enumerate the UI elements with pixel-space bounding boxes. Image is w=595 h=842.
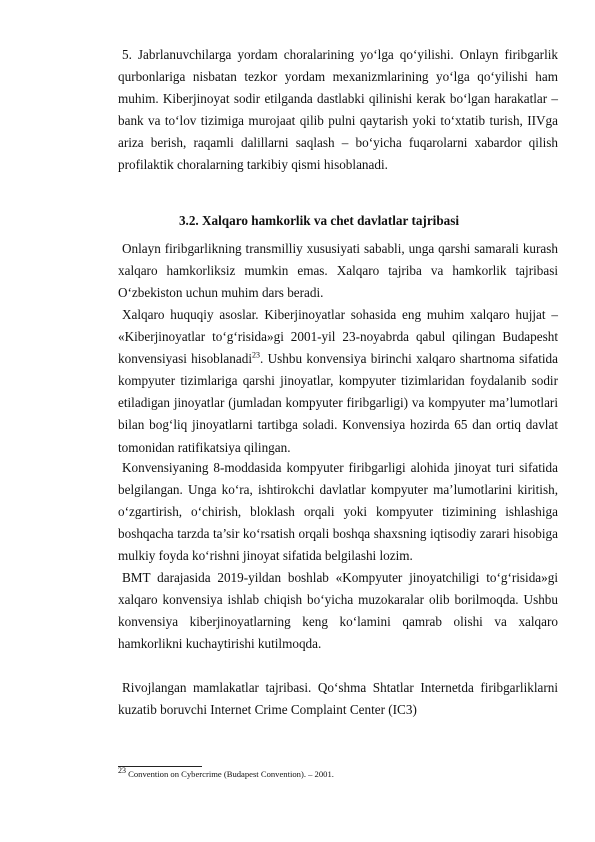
section-heading: 3.2. Xalqaro hamkorlik va chet davlatlar tajribasi: [178, 213, 460, 228]
paragraph-legal-basis-text-a: Xalqaro huquqiy asoslar. Kiberjinoyatlar sohasida eng muhim xalqaro hujjat – «Kiberjinoyatlar to‘g‘risida»gi 2001-yil 23-noyabrda qabul qilingan Budapesht konvensiyasi hisoblanadi: [118, 307, 558, 367]
paragraph-developed-countries: Rivojlangan mamlakatlar tajribasi. Qo‘shma Shtatlar Internetda firibgarliklarni kuzatib boruvchi Internet Crime Complaint Center (IC3): [118, 680, 558, 718]
footnote: [118, 768, 334, 780]
footnote-text: Convention on Cybercrime (Budapest Convention). – 2001.: [126, 769, 334, 779]
paragraph-un-convention: BMT darajasida 2019-yildan boshlab «Kompyuter jinoyatchiligi to‘g‘risida»gi xalqaro konvensiya ishlab chiqish bo‘yicha muzokaralar olib borilmoqda. Ushbu konvensiya kiberjinoyatlarning keng ko‘lamini qamrab olishi va xalqaro hamkorlikni kuchaytirishi kutilmoqda.: [118, 570, 558, 652]
footnote-separator: [118, 766, 202, 767]
paragraph-legal-basis: [118, 304, 558, 459]
paragraph-article-8: Konvensiyaning 8-moddasida kompyuter firibgarligi alohida jinoyat turi sifatida belgilangan. Unga ko‘ra, ishtirokchi davlatlar kompyuter ma’lumotlarini kiritish, o‘zgartirish, o‘chirish, bloklash orqali yoki kompyuter tizimining ishlashiga boshqacha tarzda ta’sir ko‘rsatish orqali boshqa shaxsning iqtisodiy zarari hisobiga mulkiy foyda ko‘rishni jinoyat sifatida belgilashi lozim.: [118, 460, 558, 564]
paragraph-legal-basis-text-b: . Ushbu konvensiya birinchi xalqaro shartnoma sifatida kompyuter tizimlariga qarshi jinoyatlar, kompyuter tizimlaridan foydalanib sodir etiladigan jinoyatlar (jumladan kompyuter firibgarligi) va kompyuter ma’lumotlari bilan bog‘liq jinoyatlarni tartibga soladi. Konvensiya hozirda 65 dan ortiq davlat tomonidan ratifikatsiya qilingan.: [118, 351, 558, 455]
paragraph-victim-support: 5. Jabrlanuvchilarga yordam choralarining yo‘lga qo‘yilishi. Onlayn firibgarlik qurbonlariga nisbatan tezkor yordam mexanizmlarining yo‘lga qo‘yilishi ham muhim. Kiberjinoyat sodir etilganda dastlabki qilinishi kerak bo‘lgan harakatlar – bank va to‘lov tizimiga murojaat qilib pulni qaytarish yoki to‘xtatib turish, IIVga ariza berish, raqamli dalillarni saqlash – bo‘yicha fuqarolarni xabardor qilish profilaktik choralarning tarkibiy qismi hisoblanadi.: [118, 47, 558, 173]
footnote-reference[interactable]: 23: [251, 350, 260, 360]
footnote-number: 23: [118, 766, 126, 776]
paragraph-transnational: Onlayn firibgarlikning transmilliy xususiyati sababli, unga qarshi samarali kurash xalqaro hamkorliksiz mumkin emas. Xalqaro tajriba va hamkorlik tajribasi O‘zbekiston uchun muhim dars beradi.: [118, 241, 558, 301]
